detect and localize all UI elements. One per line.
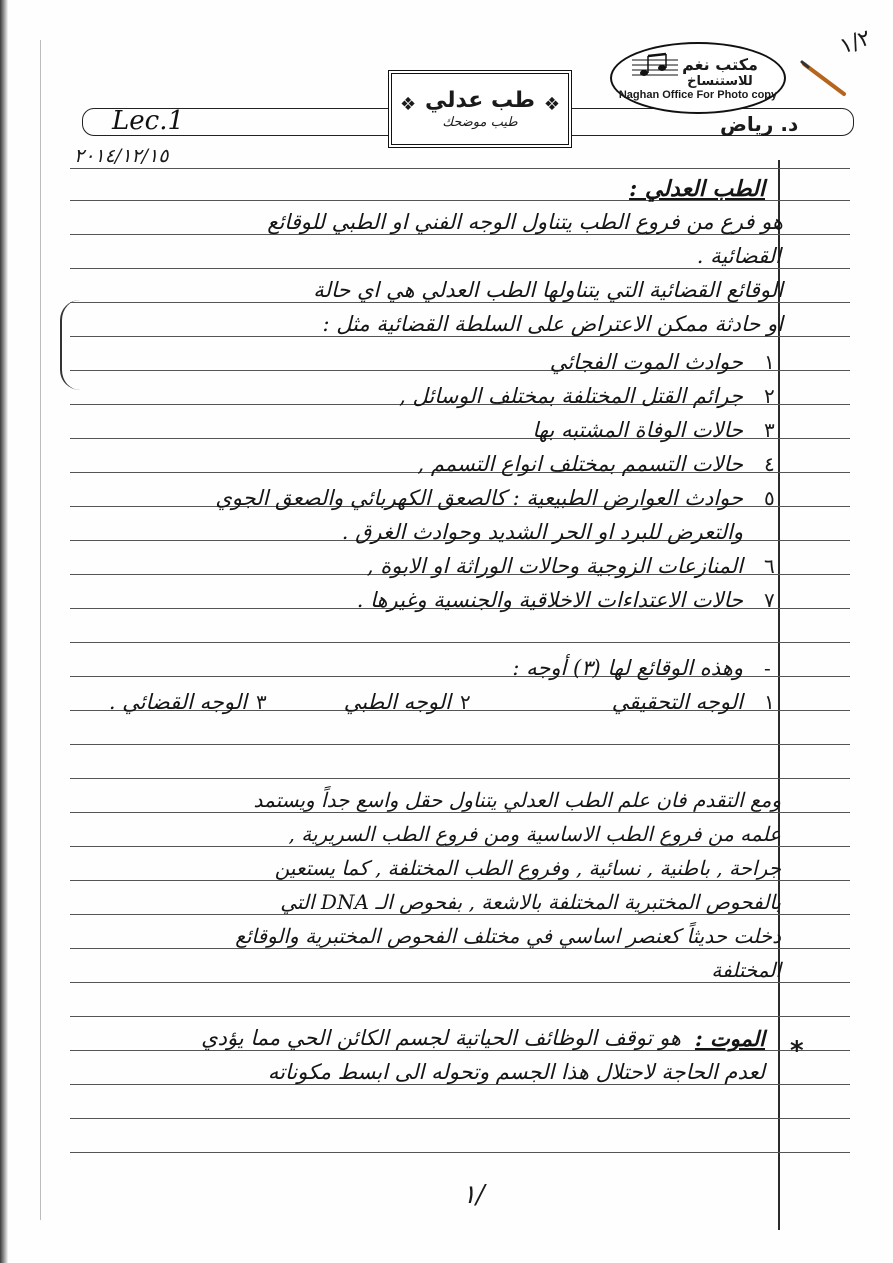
diamond-icon: ❖ (400, 94, 417, 115)
office-service: للاستنساخ (687, 74, 753, 89)
death-definition: لعدم الحاجة لاحتلال هذا الجسم وتحوله الى ابسط مكوناته (267, 1060, 765, 1084)
item-number: ١ (764, 350, 775, 374)
list-item: حالات التسمم بمختلف انواع التسمم , (417, 452, 743, 476)
aspect-item: الوجه القضائي . (108, 690, 247, 714)
text-line: وهذه الوقائع لها (٣) أوجه : (512, 656, 743, 680)
ruled-line (70, 948, 850, 949)
text-line: الوقائع القضائية التي يتناولها الطب العدلي هي اي حالة (313, 278, 783, 302)
list-item: حالات الوفاة المشتبه بها (532, 418, 743, 442)
diamond-icon: ❖ (543, 94, 560, 115)
item-number: ٢ (460, 690, 471, 714)
text-line: ومع التقدم فان علم الطب العدلي يتناول حقل واسع جداً ويستمد (253, 788, 781, 812)
page-number: ١/ (462, 1180, 485, 1210)
pencil-mark-icon (800, 60, 850, 100)
ruled-line (70, 168, 850, 169)
ruled-line (70, 880, 850, 881)
text-line: المختلفة (711, 958, 781, 982)
ruled-line (70, 982, 850, 983)
list-item-continued: والتعرض للبرد او الحر الشديد وحوادث الغرق . (341, 520, 743, 544)
ruled-line (70, 1016, 850, 1017)
office-english-name: Naghan Office For Photo copy (618, 89, 778, 101)
item-dash: - (764, 656, 771, 680)
list-item: حوادث الموت الفجائي (549, 350, 743, 374)
asterisk-marker: * (790, 1036, 804, 1066)
ruled-line (70, 778, 850, 779)
list-item: المنازعات الزوجية وحالات الوراثة او الابوة , (366, 554, 743, 578)
list-item: حوادث العوارض الطبيعية : كالصعق الكهربائي والصعق الجوي (215, 486, 743, 510)
item-number: ٣ (256, 690, 267, 714)
item-number: ٧ (764, 588, 775, 612)
music-notes-icon (630, 52, 680, 82)
text-line: او حادثة ممكن الاعتراض على السلطة القضائية مثل : (322, 312, 783, 336)
ruled-line (70, 744, 850, 745)
list-item: جرائم القتل المختلفة بمختلف الوسائل , (399, 384, 743, 408)
subject-stamp (388, 70, 572, 148)
text-line: علمه من فروع الطب الاساسية ومن فروع الطب السريرية , (288, 822, 781, 846)
scan-edge (0, 0, 8, 1263)
death-definition: هو توقف الوظائف الحياتية لجسم الكائن الحي مما يؤدي (201, 1026, 681, 1050)
corner-page-mark: ١/٢ (836, 25, 875, 60)
ruled-line (70, 642, 850, 643)
ruled-line (70, 846, 850, 847)
aspect-item: الوجه التحقيقي (611, 690, 743, 714)
ruled-line (70, 234, 850, 235)
item-number: ٦ (764, 554, 775, 578)
aspect-item: الوجه الطبي (343, 690, 451, 714)
text-line: جراحة , باطنية , نسائية , وفروع الطب المختلفة , كما يستعين (274, 856, 781, 880)
item-number: ٥ (764, 486, 775, 510)
ruled-line (70, 1152, 850, 1153)
ruled-line (70, 1084, 850, 1085)
section-heading: الطب العدلي : (629, 176, 765, 202)
item-number: ١ (764, 690, 775, 714)
ruled-line (70, 336, 850, 337)
lecture-date: ٢٠١٤/١٢/١٥ (74, 145, 169, 167)
text-line: بالفحوص المختبرية المختلفة بالاشعة , بفحوص الـ DNA التي (280, 890, 781, 914)
doctor-name: د. رياض (720, 112, 799, 136)
item-number: ٢ (764, 384, 775, 408)
stamp-subtitle: طيب موضحك (442, 115, 518, 130)
lecture-label: Lec.1 (112, 106, 185, 136)
text-line: القضائية . (696, 244, 781, 268)
stamp-title: طب عدلي (425, 88, 535, 113)
bracket-decoration (60, 300, 82, 390)
ruled-line (70, 812, 850, 813)
ruled-line (70, 1118, 850, 1119)
item-number: ٤ (764, 452, 775, 476)
item-number: ٣ (764, 418, 775, 442)
ruled-line (70, 914, 850, 915)
margin-guide (40, 40, 41, 1220)
text-line: دخلت حديثاً كعنصر اساسي في مختلف الفحوص المختبرية والوقائع (235, 924, 781, 948)
copy-office-stamp (610, 42, 786, 114)
list-item: حالات الاعتداءات الاخلاقية والجنسية وغيرها . (356, 588, 743, 612)
office-name: مكتب نغم (682, 55, 758, 74)
ruled-line (70, 302, 850, 303)
text-line: هو فرع من فروع الطب يتناول الوجه الفني او الطبي للوقائع (267, 210, 783, 234)
ruled-line (70, 268, 850, 269)
death-heading: الموت : (694, 1026, 765, 1051)
